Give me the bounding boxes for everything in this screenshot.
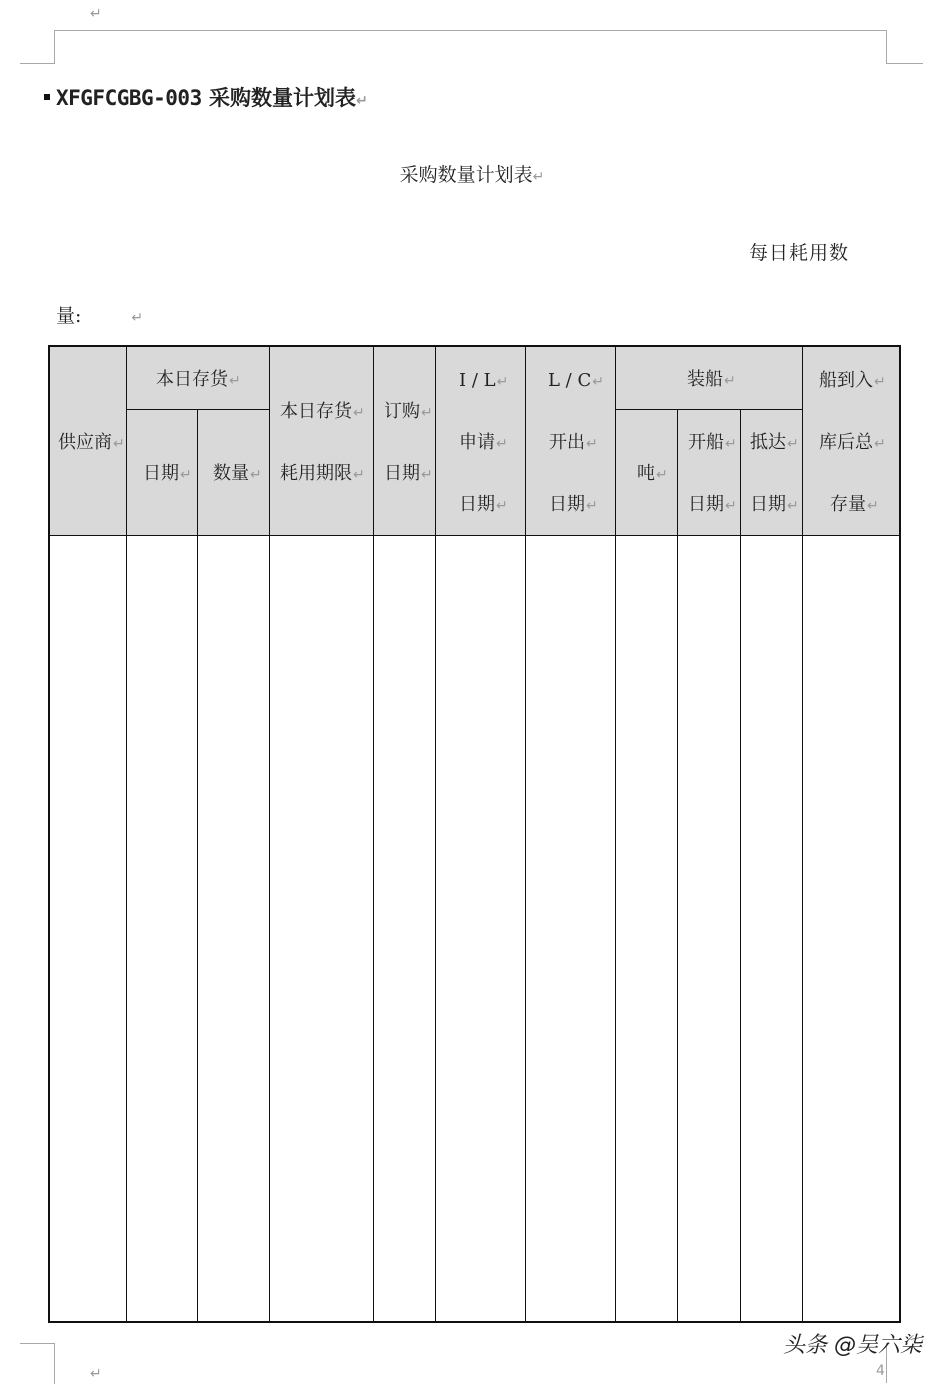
header-order-line2: 日期↵ [384, 463, 433, 484]
paragraph-mark: ↵ [131, 310, 144, 326]
heading-title: 采购数量计划表 [209, 85, 357, 110]
header-paragraph-mark: ↵ [90, 6, 102, 22]
column-divider [802, 347, 803, 1321]
header-lc-line1: L / C↵ [548, 370, 604, 391]
header-shipping-group: 装船↵ [687, 369, 736, 390]
header-supplier: 供应商↵ [58, 432, 125, 453]
header-order-line1: 订购↵ [384, 401, 433, 422]
column-divider [126, 347, 127, 1321]
header-departure-line2: 日期↵ [688, 494, 737, 515]
heading-code: XFGFCGBG-003 [56, 86, 202, 110]
section-heading [44, 82, 368, 112]
daily-usage-label: 每日耗用数 [749, 242, 850, 264]
header-lc-line3: 日期↵ [549, 494, 598, 515]
header-stock-group: 本日存货↵ [156, 369, 241, 390]
header-date: 日期↵ [143, 463, 192, 484]
crop-mark-bottom-left [20, 1343, 55, 1384]
document-title [0, 160, 944, 187]
header-il-line1: I / L↵ [459, 370, 509, 391]
header-departure-line1: 开船↵ [688, 432, 737, 453]
column-divider [197, 409, 198, 1321]
header-bottom-border [50, 535, 899, 536]
watermark: 头条 @吴六柒 [783, 1333, 922, 1358]
header-ton: 吨↵ [637, 463, 668, 484]
header-total-stock-line1: 船到入↵ [819, 370, 886, 391]
header-il-line3: 日期↵ [459, 494, 508, 515]
header-il-line2: 申请↵ [459, 432, 508, 453]
header-total-stock-line3: 存量↵ [830, 494, 879, 515]
row-divider [126, 409, 270, 410]
page-number: 4 [876, 1363, 885, 1379]
header-total-stock-line2: 库后总↵ [819, 432, 886, 453]
column-divider [269, 347, 270, 1321]
header-quantity: 数量↵ [213, 463, 262, 484]
column-divider [373, 347, 374, 1321]
header-stock-period-line2: 耗用期限↵ [280, 463, 365, 484]
header-lc-line2: 开出↵ [549, 432, 598, 453]
header-stock-period-line1: 本日存货↵ [280, 401, 365, 422]
paragraph-mark: ↵ [356, 93, 368, 109]
column-divider [435, 347, 436, 1321]
column-divider [677, 409, 678, 1321]
footer-paragraph-mark: ↵ [90, 1366, 102, 1382]
header-arrival-line2: 日期↵ [750, 494, 799, 515]
daily-usage-label-text: 量: [56, 305, 82, 327]
column-divider [525, 347, 526, 1321]
paragraph-mark: ↵ [532, 169, 545, 185]
purchase-plan-table [48, 345, 901, 1323]
crop-mark-top-right [886, 30, 923, 64]
column-divider [615, 347, 616, 1321]
crop-mark-top-left [20, 30, 55, 64]
daily-usage-label-continued [56, 301, 143, 328]
document-title-text: 采购数量计划表 [399, 164, 533, 186]
header-arrival-line1: 抵达↵ [750, 432, 799, 453]
row-divider [615, 409, 803, 410]
header-line [54, 30, 886, 31]
bullet-icon [44, 94, 50, 100]
column-divider [740, 409, 741, 1321]
